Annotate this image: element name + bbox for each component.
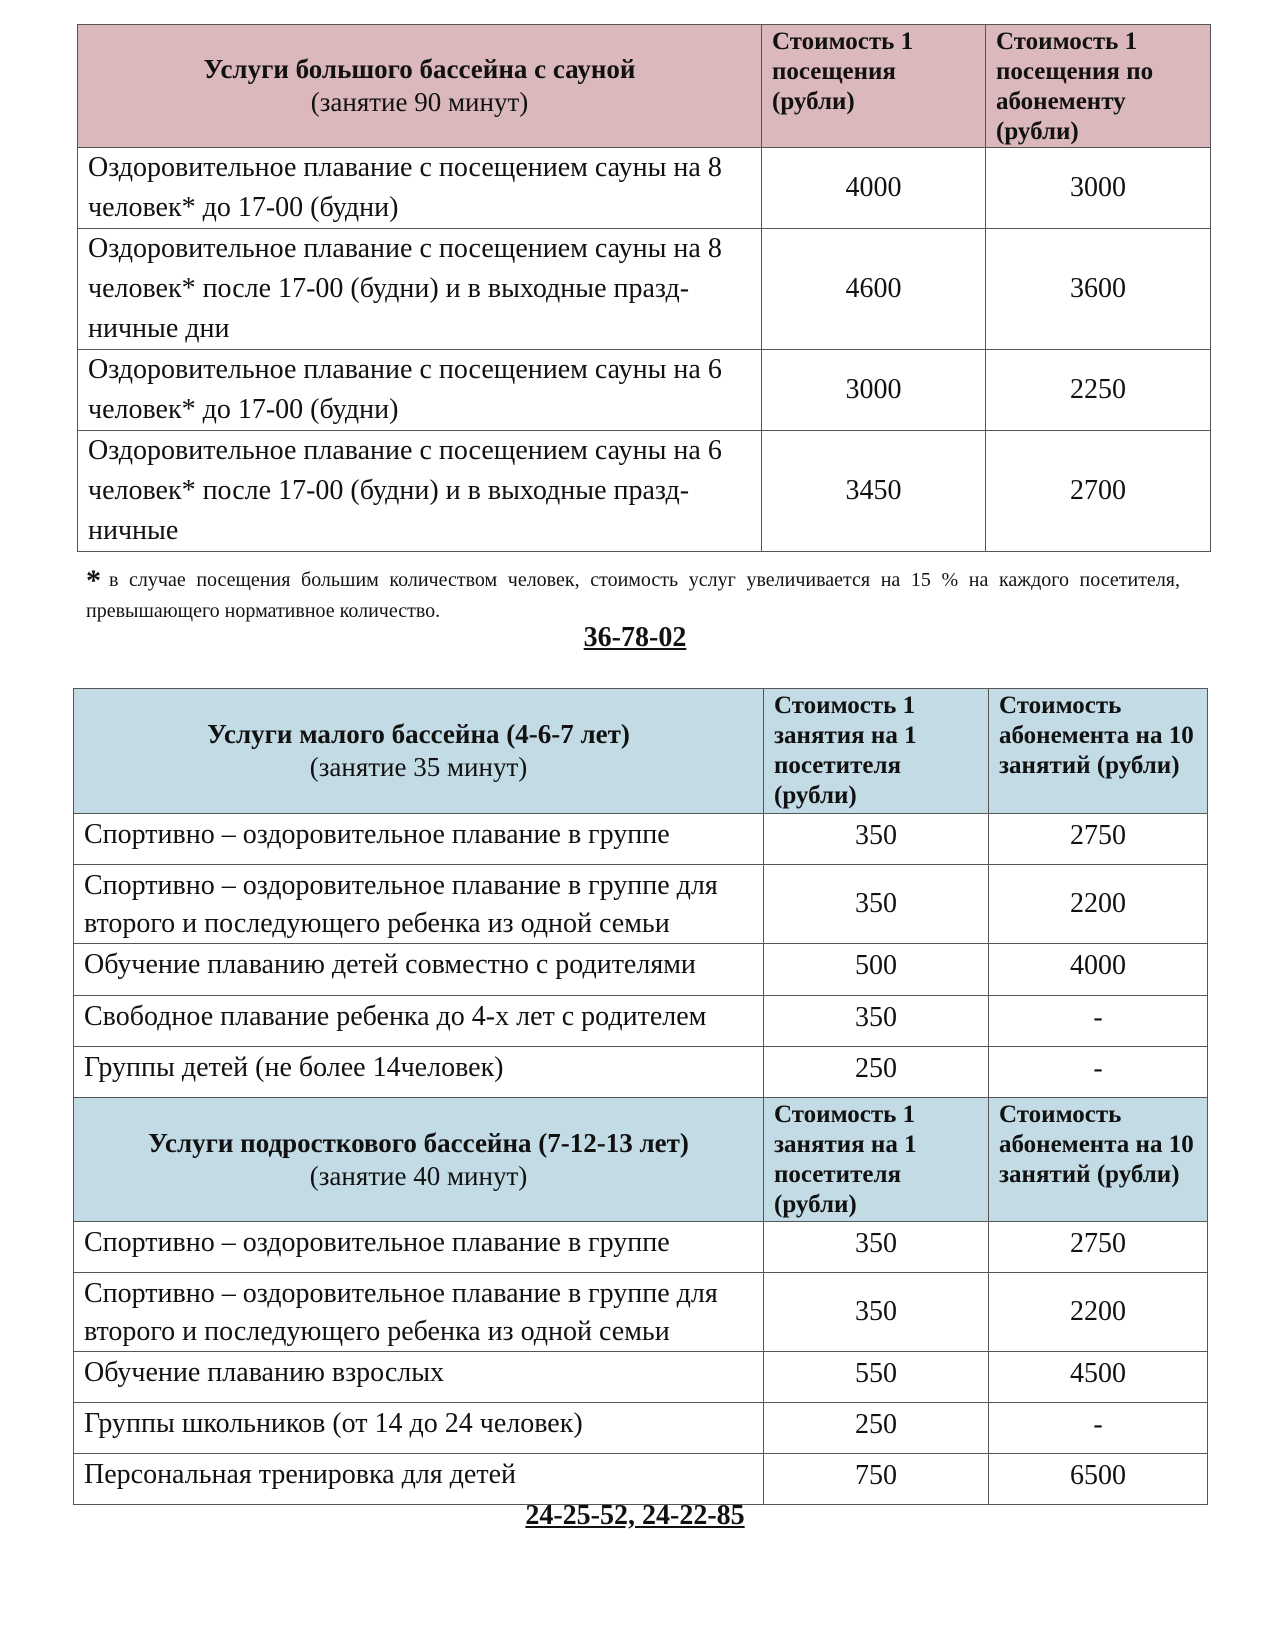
service-name: Оздоровительное плавание с посещением сауны на 8 человек* после 17-00 (будни) и в выходные празд-ничные дни xyxy=(78,229,762,350)
price-subscription: 4000 xyxy=(989,944,1208,996)
service-name: Оздоровительное плавание с посещением сауны на 8 человек* до 17-00 (будни) xyxy=(78,148,762,229)
table-row xyxy=(74,944,1208,996)
table-row xyxy=(74,1222,1208,1273)
phone-numbers-children-pools: 24-25-52, 24-22-85 xyxy=(525,1500,745,1531)
service-name: Группы школьников (от 14 до 24 человек) xyxy=(74,1403,764,1454)
price-subscription: 2700 xyxy=(986,431,1211,552)
footnote-text: в случае посещения большим количеством человек, стоимость услуг увеличивается на 15 % на каждого посетителя, превышающего нормативное количество. xyxy=(86,569,1180,622)
service-name: Обучение плаванию детей совместно с родителями xyxy=(74,944,764,996)
table-row xyxy=(74,1273,1208,1352)
price-subscription: 6500 xyxy=(989,1454,1208,1505)
price-subscription: 2200 xyxy=(989,1273,1208,1352)
teen-pool-col-subscription-header: Стоимость абонемента на 10 занятий (рубли) xyxy=(989,1098,1208,1222)
table-row xyxy=(74,1352,1208,1403)
teen-pool-header-row xyxy=(74,1098,1208,1222)
service-name: Спортивно – оздоровительное плавание в группе для второго и последующего ребенка из одной семьи xyxy=(74,865,764,944)
big-pool-header-row xyxy=(78,25,1211,148)
teen-pool-title: Услуги подросткового бассейна (7-12-13 лет) xyxy=(148,1127,689,1158)
price-single: 4600 xyxy=(762,229,986,350)
small-pool-subtitle: (занятие 35 минут) xyxy=(309,752,528,782)
small-pool-header-cell xyxy=(74,689,764,814)
service-name: Свободное плавание ребенка до 4-х лет с родителем xyxy=(74,996,764,1047)
price-subscription: - xyxy=(989,1403,1208,1454)
price-single: 4000 xyxy=(762,148,986,229)
price-subscription: 2750 xyxy=(989,1222,1208,1273)
price-single: 250 xyxy=(764,1047,989,1098)
table-row xyxy=(78,350,1211,431)
small-pool-title: Услуги малого бассейна (4-6-7 лет) xyxy=(207,719,630,749)
service-name: Группы детей (не более 14человек) xyxy=(74,1047,764,1098)
price-single: 350 xyxy=(764,1273,989,1352)
big-pool-col-subscription-header: Стоимость 1 посещения по абонементу (рубли) xyxy=(986,25,1211,148)
table-row xyxy=(78,229,1211,350)
service-name: Спортивно – оздоровительное плавание в группе xyxy=(74,1222,764,1273)
table-row xyxy=(74,814,1208,865)
small-pool-col-subscription-header: Стоимость абонемента на 10 занятий (рубли) xyxy=(989,689,1208,814)
table-row xyxy=(74,1403,1208,1454)
price-single: 750 xyxy=(764,1454,989,1505)
table-row xyxy=(74,1454,1208,1505)
price-single: 350 xyxy=(764,996,989,1047)
phone-number-big-pool: 36-78-02 xyxy=(583,622,687,653)
price-single: 350 xyxy=(764,865,989,944)
price-single: 350 xyxy=(764,1222,989,1273)
big-pool-col-price-header: Стоимость 1 посещения (рубли) xyxy=(762,25,986,148)
service-name: Спортивно – оздоровительное плавание в группе для второго и последующего ребенка из одной семьи xyxy=(74,1273,764,1352)
price-single: 3000 xyxy=(762,350,986,431)
table-row xyxy=(74,996,1208,1047)
children-pools-price-table xyxy=(73,688,1208,1505)
service-name: Обучение плаванию взрослых xyxy=(74,1352,764,1403)
teen-pool-header-cell xyxy=(74,1098,764,1222)
price-subscription: 3000 xyxy=(986,148,1211,229)
price-subscription: 3600 xyxy=(986,229,1211,350)
price-subscription: 4500 xyxy=(989,1352,1208,1403)
price-single: 500 xyxy=(764,944,989,996)
teen-pool-subtitle: (занятие 40 минут) xyxy=(309,1160,528,1191)
service-name: Оздоровительное плавание с посещением сауны на 6 человек* после 17-00 (будни) и в выходные празд-ничные xyxy=(78,431,762,552)
table-row xyxy=(74,865,1208,944)
big-pool-header-cell xyxy=(78,25,762,148)
footnote-star: * xyxy=(86,564,101,597)
small-pool-header-row xyxy=(74,689,1208,814)
service-name: Персональная тренировка для детей xyxy=(74,1454,764,1505)
footnote xyxy=(86,565,1180,626)
price-single: 550 xyxy=(764,1352,989,1403)
service-name: Оздоровительное плавание с посещением сауны на 6 человек* до 17-00 (будни) xyxy=(78,350,762,431)
table-row xyxy=(74,1047,1208,1098)
price-subscription: 2250 xyxy=(986,350,1211,431)
small-pool-col-price-header: Стоимость 1 занятия на 1 посетителя (рубли) xyxy=(764,689,989,814)
table-row xyxy=(78,148,1211,229)
big-pool-price-table xyxy=(77,24,1211,552)
price-single: 350 xyxy=(764,814,989,865)
price-subscription: 2200 xyxy=(989,865,1208,944)
price-subscription: 2750 xyxy=(989,814,1208,865)
big-pool-title: Услуги большого бассейна с сауной xyxy=(203,54,636,84)
teen-pool-col-price-header: Стоимость 1 занятия на 1 посетителя (рубли) xyxy=(764,1098,989,1222)
service-name: Спортивно – оздоровительное плавание в группе xyxy=(74,814,764,865)
table-row xyxy=(78,431,1211,552)
price-single: 3450 xyxy=(762,431,986,552)
price-subscription: - xyxy=(989,996,1208,1047)
price-subscription: - xyxy=(989,1047,1208,1098)
price-single: 250 xyxy=(764,1403,989,1454)
big-pool-subtitle: (занятие 90 минут) xyxy=(310,87,529,117)
